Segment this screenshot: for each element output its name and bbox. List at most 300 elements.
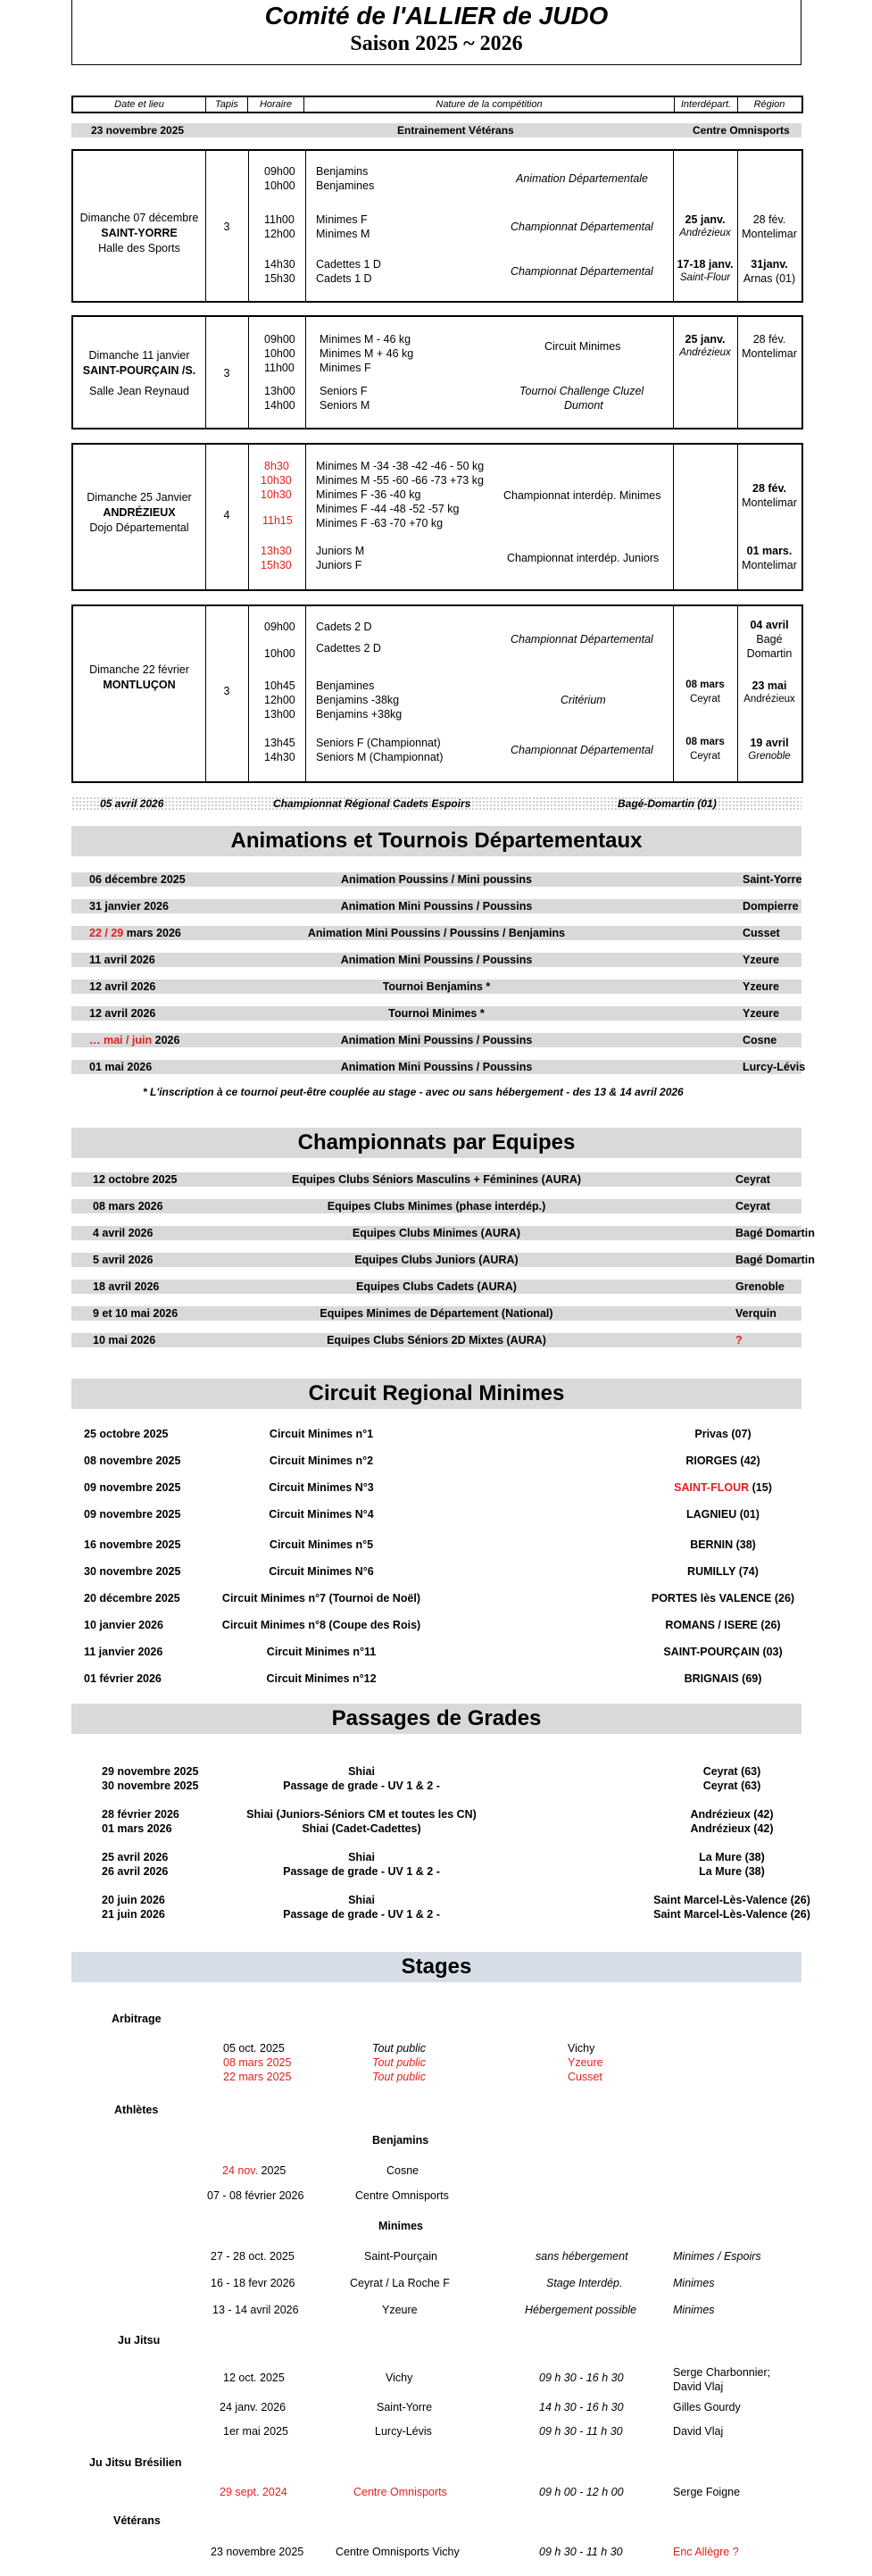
row-place-text: SAINT-POURÇAIN (03) [663, 1646, 783, 1658]
region-place: Montelimar [742, 559, 797, 571]
table-row [71, 1864, 801, 1879]
row-place [589, 1645, 857, 1659]
stage-place: Yzeure [382, 2304, 418, 2316]
region-date: 04 avril [750, 619, 789, 631]
table-row [71, 1507, 801, 1521]
region-place: Andrézieux [743, 694, 795, 704]
category: Seniors M (Championnat) [316, 751, 444, 763]
row-date: 28 février 2026 [102, 1808, 179, 1821]
row-name: Shiai [348, 1851, 375, 1863]
region-place: Montelimar [742, 228, 797, 240]
stage-label: Athlètes [114, 2104, 159, 2116]
inter-date: 25 janv. [685, 333, 726, 346]
category: Seniors F [320, 385, 368, 397]
row-date-red: 22 / 29 [89, 927, 124, 939]
section-title: Animations et Tournois Départementaux [71, 826, 801, 856]
col-date: Date et lieu [73, 97, 206, 112]
stage-who: Tout public [372, 2042, 426, 2055]
row-name: Equipes Clubs Minimes (AURA) [352, 1227, 521, 1239]
block-city: SAINT-YORRE [101, 227, 178, 239]
row-name: Circuit Minimes n°5 [269, 1538, 374, 1551]
row-name: Equipes Clubs Minimes (phase interdép.) [327, 1200, 546, 1213]
time: 12h00 [264, 228, 295, 240]
block-city: ANDRÉZIEUX [103, 506, 176, 519]
table-row [71, 1199, 801, 1213]
stage-place: Ceyrat / La Roche F [350, 2277, 450, 2289]
block-tapis: 4 [223, 509, 230, 521]
stage-place: Lurcy-Lévis [375, 2425, 432, 2438]
table-row [71, 1253, 815, 1267]
col-horaire: Horaire [248, 97, 304, 112]
animations-note: * L'inscription à ce tournoi peut-être couplée au stage - avec ou sans hébergement - des 13 & 14 avril 2026 [143, 1086, 684, 1098]
band-date: 23 novembre 2025 [91, 124, 185, 137]
nature: Championnat Départemental [511, 221, 653, 233]
nature: Critérium [561, 694, 606, 706]
col-interdep: Interdépart. [675, 97, 738, 112]
row-date: 29 novembre 2025 [102, 1765, 199, 1778]
table-row [71, 1764, 801, 1779]
region-place: Domartin [746, 647, 793, 660]
row-date-text: 01 mai 2026 [89, 1061, 153, 1073]
category: Benjamins +38kg [316, 708, 403, 721]
inter-place: Ceyrat [690, 751, 720, 762]
block-city: SAINT-POURÇAIN /S. [82, 364, 196, 377]
time: 10h30 [261, 474, 292, 487]
table-row [71, 1033, 801, 1047]
category: Minimes M + 46 kg [320, 347, 414, 360]
time: 15h30 [264, 272, 295, 285]
category: Minimes M - 46 kg [320, 333, 411, 346]
row-place-text: RUMILLY (74) [687, 1565, 759, 1578]
stage-label: Ju Jitsu [118, 2334, 161, 2347]
nature: Championnat Départemental [511, 633, 653, 646]
stage-label: Ju Jitsu Brésilien [89, 2456, 182, 2469]
row-place-text: LAGNIEU (01) [686, 1508, 760, 1521]
row-place: Grenoble [735, 1280, 785, 1293]
band-date: 05 avril 2026 [100, 797, 164, 810]
region-place: Arnas (01) [743, 272, 796, 285]
stage-date: 24 janv. 2026 [220, 2401, 287, 2413]
stage-place: Cusset [568, 2071, 602, 2083]
block-date: Dimanche 07 décembre [79, 212, 199, 224]
time: 8h30 [264, 460, 289, 472]
stage-date: 12 oct. 2025 [223, 2372, 285, 2384]
row-name: Tournoi Benjamins * [382, 980, 491, 993]
row-place: Saint-Yorre [743, 873, 802, 886]
stage-place: Centre Omnisports [353, 2486, 447, 2498]
row-name: Shiai [348, 1894, 375, 1906]
row-name: Animation Mini Poussins / Poussins [340, 900, 533, 913]
row-place: ? [735, 1334, 743, 1346]
time: 09h00 [264, 621, 295, 633]
row-place: Yzeure [743, 1007, 779, 1020]
row-date-text: 2026 [152, 1034, 180, 1046]
time: 13h00 [264, 708, 295, 721]
stage-who: Serge Charbonnier; [673, 2366, 771, 2379]
row-place: La Mure (38) [699, 1851, 765, 1863]
band-place: Centre Omnisports [693, 124, 790, 137]
section-title: Passages de Grades [71, 1704, 801, 1734]
row-date: 09 novembre 2025 [84, 1481, 181, 1494]
competition-block [71, 604, 803, 783]
table-row [71, 1591, 801, 1605]
table-row [71, 1893, 810, 1907]
inter-place: Ceyrat [690, 694, 720, 704]
row-place [589, 1671, 857, 1686]
row-name: Animation Poussins / Mini poussins [341, 873, 532, 886]
category: Benjamins -38kg [316, 694, 400, 706]
stage-time: 14 h 30 - 16 h 30 [539, 2401, 624, 2413]
table-row [71, 1306, 801, 1321]
category: Seniors F (Championnat) [316, 737, 441, 749]
row-name: Circuit Minimes n°7 (Tournoi de Noël) [221, 1592, 421, 1605]
section-title: Circuit Regional Minimes [71, 1379, 801, 1409]
stage-time: 09 h 00 - 12 h 00 [539, 2486, 624, 2498]
band-name: Entrainement Vétérans [397, 124, 514, 137]
stage-sublabel: Benjamins [372, 2134, 429, 2147]
row-date: 08 novembre 2025 [84, 1455, 181, 1467]
competition-block [71, 149, 803, 303]
stage-who: David Vlaj [673, 2380, 724, 2393]
regional-band [71, 796, 801, 811]
category: Minimes F -44 -48 -52 -57 kg [316, 503, 460, 515]
time: 15h30 [261, 559, 292, 571]
row-name: Animation Mini Poussins / Poussins [340, 1061, 533, 1073]
row-name: Passage de grade - UV 1 & 2 - [283, 1908, 440, 1921]
block-city: MONTLUÇON [103, 679, 176, 691]
season-title: Saison 2025 ~ 2026 [350, 32, 523, 55]
row-name: Animation Mini Poussins / Poussins / Benjamins [307, 927, 566, 939]
row-place: Cusset [743, 927, 780, 939]
stage-date: 1er mai 2025 [223, 2425, 288, 2438]
competition-block [71, 443, 803, 591]
table-row [71, 1333, 801, 1347]
table-row [71, 872, 801, 887]
stage-place: Vichy [568, 2042, 595, 2055]
row-place [589, 1618, 857, 1632]
category: Cadets 1 D [316, 272, 372, 285]
table-row [71, 1779, 801, 1793]
nature: Tournoi Challenge Cluzel [519, 385, 644, 397]
row-date: 18 avril 2026 [93, 1280, 160, 1293]
stage-who: Gilles Gourdy [673, 2401, 741, 2413]
stage-label: Arbitrage [112, 2013, 162, 2025]
block-venue: Halle des Sports [98, 242, 180, 254]
page-title: Comité de l'ALLIER de JUDO [264, 2, 609, 29]
region-place: Montelimar [742, 347, 797, 360]
row-date: 10 janvier 2026 [84, 1619, 163, 1631]
table-row [71, 1226, 815, 1240]
row-place: Saint Marcel-Lès-Valence (26) [653, 1894, 810, 1906]
row-date: 09 novembre 2025 [84, 1508, 181, 1521]
row-date-text: 12 avril 2026 [89, 980, 156, 993]
row-date: 10 mai 2026 [93, 1334, 156, 1346]
category: Benjamines [316, 179, 375, 192]
region-date: 28 fév. [752, 333, 786, 346]
stage-who: Tout public [372, 2056, 426, 2069]
category: Benjamins [316, 165, 369, 178]
row-date-text: mars 2026 [123, 927, 181, 939]
row-date-red: … mai / juin [89, 1034, 153, 1046]
block-tapis: 3 [223, 367, 230, 379]
category: Seniors M [320, 399, 370, 412]
row-place [589, 1538, 857, 1552]
row-date-text: 11 avril 2026 [89, 954, 155, 966]
stage-date: 24 nov. 2025 [222, 2164, 287, 2177]
table-row [71, 1480, 801, 1495]
row-name: Circuit Minimes n°1 [269, 1428, 374, 1440]
row-place-text: SAINT-FLOUR [674, 1481, 750, 1494]
category: Minimes F -63 -70 +70 kg [316, 517, 444, 529]
row-name: Animation Mini Poussins / Poussins [340, 1034, 533, 1046]
col-tapis: Tapis [206, 97, 248, 112]
stage-date: 05 oct. 2025 [223, 2042, 285, 2055]
inter-date: 08 mars [685, 737, 725, 747]
stage-date: 29 sept. 2024 [220, 2486, 287, 2498]
stage-who: David Vlaj [673, 2425, 724, 2438]
row-place: Andrézieux (42) [690, 1822, 774, 1835]
row-place: Bagé Domartin [735, 1227, 815, 1239]
nature: Championnat interdép. Minimes [503, 489, 661, 502]
row-date: 30 novembre 2025 [84, 1565, 181, 1578]
table-row [71, 1538, 801, 1552]
stage-date: 23 novembre 2025 [211, 2546, 304, 2558]
category: Minimes F [320, 362, 371, 374]
row-place [589, 1427, 857, 1441]
block-venue: Salle Jean Reynaud [89, 385, 189, 397]
stage-info: sans hébergement [536, 2250, 628, 2263]
stage-who: Minimes [673, 2304, 715, 2316]
row-place: Yzeure [743, 954, 779, 966]
region-date: 19 avril [750, 737, 789, 749]
table-row [71, 1280, 801, 1294]
column-headers [71, 96, 803, 113]
time: 12h00 [264, 694, 295, 706]
band-place: Bagé-Domartin (01) [618, 797, 717, 810]
time: 10h30 [261, 488, 292, 501]
stage-date: 16 - 18 fevr 2026 [211, 2277, 295, 2289]
stage-place: Centre Omnisports Vichy [336, 2546, 460, 2558]
inter-date: 17-18 janv. [677, 258, 734, 271]
nature: Championnat Départemental [511, 265, 653, 278]
time: 09h00 [264, 165, 295, 178]
category: Minimes M -55 -60 -66 -73 +73 kg [316, 474, 484, 487]
category: Juniors F [316, 559, 362, 571]
block-date: Dimanche 22 février [89, 663, 189, 676]
row-date: 01 mars 2026 [102, 1822, 172, 1835]
table-row [71, 1645, 801, 1659]
row-date: 01 février 2026 [84, 1672, 162, 1685]
col-nature: Nature de la compétition [304, 97, 675, 112]
stage-place: Saint-Pourçain [364, 2250, 437, 2263]
category: Minimes M -34 -38 -42 -46 - 50 kg [316, 460, 485, 472]
time: 14h30 [264, 751, 295, 763]
category: Minimes F [316, 213, 368, 226]
row-place: Bagé Domartin [735, 1254, 815, 1266]
stage-sublabel: Minimes [378, 2220, 424, 2232]
time: 14h30 [264, 258, 295, 271]
table-row [71, 926, 801, 940]
block-venue: Dojo Départemental [89, 521, 189, 534]
category: Juniors M [316, 545, 365, 557]
time: 11h00 [264, 362, 295, 374]
inter-date: 08 mars [685, 679, 725, 690]
nature: Championnat interdép. Juniors [507, 552, 660, 564]
nature: Circuit Minimes [544, 340, 621, 353]
nature: Animation Départementale [516, 172, 648, 185]
section-title: Stages [71, 1952, 801, 1982]
stage-who: Minimes [673, 2277, 715, 2289]
row-place [589, 1454, 857, 1468]
time: 11h00 [264, 213, 295, 226]
row-date: 12 octobre 2025 [93, 1173, 178, 1186]
table-row [71, 980, 801, 994]
row-date: 25 octobre 2025 [84, 1428, 169, 1440]
inter-place: Andrézieux [679, 347, 731, 358]
row-date: 5 avril 2026 [93, 1254, 154, 1266]
stage-date: 08 mars 2025 [223, 2056, 292, 2069]
block-tapis: 3 [223, 221, 230, 233]
veterans-band [71, 123, 801, 138]
row-date-text: 31 janvier 2026 [89, 900, 169, 913]
stage-who: Minimes / Espoirs [673, 2250, 761, 2263]
table-row [71, 1850, 801, 1864]
region-place: Montelimar [742, 496, 797, 509]
region-place: Bagé [756, 633, 783, 646]
nature: Dumont [564, 399, 603, 412]
row-date: 16 novembre 2025 [84, 1538, 181, 1551]
stage-label: Vétérans [113, 2514, 161, 2527]
category: Minimes M [316, 228, 370, 240]
time: 14h00 [264, 399, 295, 412]
row-date: 9 et 10 mai 2026 [93, 1307, 179, 1320]
row-place: Cosne [743, 1034, 777, 1046]
table-row [71, 1564, 801, 1579]
time: 10h00 [264, 179, 295, 192]
row-name: Circuit Minimes N°4 [269, 1508, 374, 1521]
time: 11h15 [262, 514, 293, 527]
row-date: 20 décembre 2025 [84, 1592, 180, 1605]
table-row [71, 1172, 801, 1187]
block-date: Dimanche 25 Janvier [87, 491, 192, 504]
row-name: Equipes Clubs Séniors Masculins + Féminines (AURA) [291, 1173, 582, 1186]
table-row [71, 1907, 810, 1922]
row-name: Circuit Minimes n°2 [269, 1455, 374, 1467]
table-row [71, 1454, 801, 1468]
block-date: Dimanche 11 janvier [88, 349, 190, 362]
region-date: 23 mai [752, 679, 787, 692]
col-region: Région [753, 99, 785, 110]
nature: Championnat Départemental [511, 744, 653, 756]
time: 10h00 [264, 647, 295, 660]
stage-time: 09 h 30 - 11 h 30 [539, 2546, 623, 2558]
row-place: Dompierre [743, 900, 799, 913]
region-date: 01 mars. [746, 545, 793, 557]
row-name: Circuit Minimes n°12 [266, 1672, 377, 1685]
row-place [589, 1564, 857, 1579]
row-place: Andrézieux (42) [690, 1808, 774, 1821]
time: 13h30 [261, 545, 292, 557]
row-name: Passage de grade - UV 1 & 2 - [283, 1780, 440, 1792]
stage-date: 07 - 08 février 2026 [207, 2189, 304, 2202]
row-name: Equipes Minimes de Département (National) [320, 1307, 553, 1320]
stage-who: Tout public [372, 2071, 426, 2083]
category: Cadettes 1 D [316, 258, 381, 271]
category: Cadets 2 D [316, 621, 372, 633]
row-name: Circuit Minimes n°11 [266, 1646, 377, 1658]
row-place: Ceyrat (63) [702, 1780, 761, 1792]
row-date-text: 06 décembre 2025 [89, 873, 186, 886]
row-name: Circuit Minimes N°6 [269, 1565, 374, 1578]
inter-place: Andrézieux [679, 228, 731, 238]
row-name: Animation Mini Poussins / Poussins [340, 954, 533, 966]
category: Cadettes 2 D [316, 642, 381, 654]
row-date: 30 novembre 2025 [102, 1780, 199, 1792]
stage-date: 27 - 28 oct. 2025 [211, 2250, 295, 2263]
stage-time: 09 h 30 - 11 h 30 [539, 2425, 623, 2438]
row-name: Shiai (Cadet-Cadettes) [302, 1822, 421, 1835]
time: 10h45 [264, 679, 295, 692]
row-place: Ceyrat [735, 1200, 770, 1213]
page-header [71, 0, 801, 65]
stage-date: 13 - 14 avril 2026 [212, 2304, 299, 2316]
category: Minimes F -36 -40 kg [316, 488, 421, 501]
inter-date: 25 janv. [685, 213, 726, 226]
region-date: 28 fév. [752, 482, 786, 495]
inter-place: Saint-Flour [679, 272, 731, 283]
stage-who: Enc Allègre ? [673, 2546, 739, 2558]
category: Benjamines [316, 679, 375, 692]
stage-place: Saint-Yorre [377, 2401, 433, 2413]
row-date: 20 juin 2026 [102, 1894, 165, 1906]
row-name: Shiai [348, 1765, 375, 1778]
row-date: 08 mars 2026 [93, 1200, 163, 1213]
row-place-suffix: (15) [749, 1481, 772, 1494]
time: 13h00 [264, 385, 295, 397]
row-place-text: BRIGNAIS (69) [684, 1672, 762, 1685]
row-place-text: PORTES lès VALENCE (26) [651, 1592, 795, 1605]
row-name: Circuit Minimes n°8 (Coupe des Rois) [221, 1619, 421, 1631]
stage-who: Serge Foigne [673, 2486, 741, 2498]
block-tapis: 3 [223, 685, 230, 697]
table-row [71, 1060, 806, 1074]
row-place [589, 1480, 857, 1495]
stage-place: Yzeure [568, 2056, 603, 2069]
row-place: La Mure (38) [699, 1865, 765, 1878]
region-date: 28 fév. [752, 213, 786, 226]
stage-date: 22 mars 2025 [223, 2071, 292, 2083]
row-name: Passage de grade - UV 1 & 2 - [283, 1865, 440, 1878]
row-place: Yzeure [743, 980, 779, 993]
row-date: 11 janvier 2026 [84, 1646, 163, 1658]
row-place: Ceyrat (63) [702, 1765, 761, 1778]
row-name: Shiai (Juniors-Séniors CM et toutes les CN) [246, 1808, 477, 1821]
table-row [71, 953, 801, 967]
stage-time: 09 h 30 - 16 h 30 [539, 2372, 624, 2384]
row-name: Equipes Clubs Séniors 2D Mixtes (AURA) [327, 1334, 546, 1346]
row-place-text: RIORGES (42) [685, 1455, 760, 1467]
row-place-text: ROMANS / ISERE (26) [665, 1619, 781, 1631]
row-date: 26 avril 2026 [102, 1865, 169, 1878]
row-name: Equipes Clubs Juniors (AURA) [354, 1254, 519, 1266]
table-row [71, 1006, 801, 1021]
table-row [71, 1822, 801, 1836]
band-name: Championnat Régional Cadets Espoirs [273, 797, 471, 810]
competition-block [71, 315, 803, 429]
stage-place: Cosne [386, 2164, 419, 2177]
row-date: 25 avril 2026 [102, 1851, 169, 1863]
row-date: 21 juin 2026 [102, 1908, 165, 1921]
